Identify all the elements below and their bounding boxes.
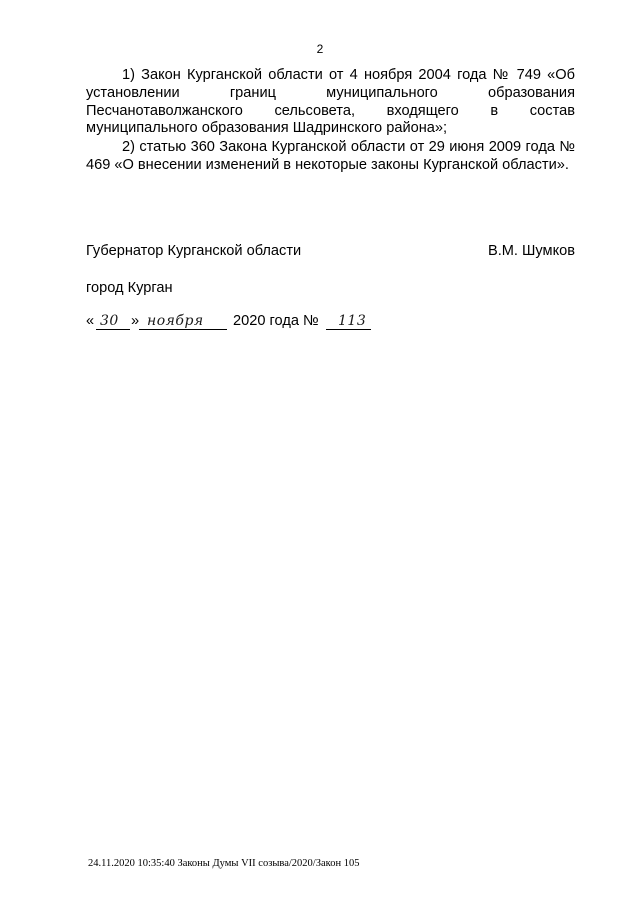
city-label: город Курган xyxy=(86,280,173,296)
law-item-2-text: статью 360 Закона Курганской области от 29 июня 2009 года № 469 «О внесении изменений в некоторые законы Курганской области». xyxy=(86,139,575,173)
law-item-2 xyxy=(86,139,575,175)
law-item-1 xyxy=(86,67,575,138)
date-close-quote: » xyxy=(131,313,140,329)
year-number-label: 2020 года № xyxy=(233,313,319,329)
page-number: 2 xyxy=(316,42,324,56)
law-item-1-number: 1) xyxy=(122,67,135,83)
law-number-blank xyxy=(326,313,371,330)
law-item-1-text: Закон Курганской области от 4 ноября 2004 года № 749 «Об установлении границ муниципального образования Песчанотаволжанского сельсовета, входящего в состав муниципального образования Шадринского района»; xyxy=(86,67,575,137)
month-blank xyxy=(139,313,227,330)
day-handwritten: 30 xyxy=(100,313,119,329)
month-handwritten: ноября xyxy=(147,313,204,329)
signature-block xyxy=(86,243,575,263)
footer-registration-stamp: 24.11.2020 10:35:40 Законы Думы VII созыва/2020/Закон 105 xyxy=(88,858,360,869)
signatory-position: Губернатор Курганской области xyxy=(86,243,302,259)
signatory-name: В.М. Шумков xyxy=(487,243,575,259)
day-blank xyxy=(96,313,130,330)
law-number-handwritten: 113 xyxy=(338,313,367,329)
date-open-quote: « xyxy=(86,313,95,329)
law-item-2-number: 2) xyxy=(122,139,135,155)
